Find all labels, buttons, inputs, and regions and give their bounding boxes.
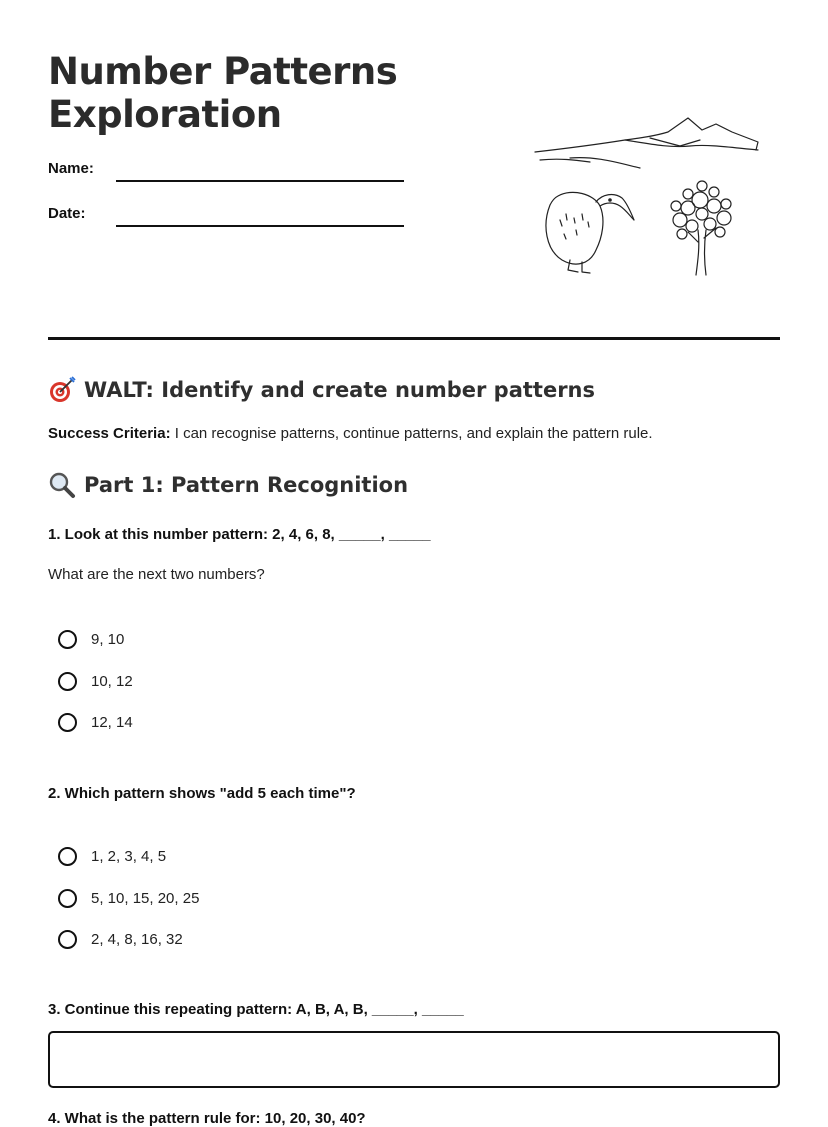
tree-icon <box>671 181 731 275</box>
part1-heading <box>48 471 408 499</box>
question-1-option-a[interactable] <box>58 630 124 649</box>
radio-button[interactable] <box>58 889 77 908</box>
question-4: 4. What is the pattern rule for: 10, 20, 30, 40? <box>48 1110 366 1127</box>
radio-button[interactable] <box>58 847 77 866</box>
criteria-label: Success Criteria: <box>48 425 171 442</box>
walt-heading-text: WALT: Identify and create number patterns <box>84 378 596 402</box>
kiwi-landscape-illustration <box>530 110 766 280</box>
question-1: 1. Look at this number pattern: 2, 4, 6, 8, _____, _____ <box>48 526 431 543</box>
radio-button[interactable] <box>58 713 77 732</box>
radio-button[interactable] <box>58 930 77 949</box>
date-label: Date: <box>48 205 86 222</box>
radio-button[interactable] <box>58 672 77 691</box>
question-2-option-b[interactable] <box>58 889 199 908</box>
option-label: 10, 12 <box>91 673 133 690</box>
option-label: 12, 14 <box>91 714 133 731</box>
criteria-text: I can recognise patterns, continue patterns, and explain the pattern rule. <box>170 425 653 442</box>
success-criteria <box>48 425 653 442</box>
title-line-2: Exploration <box>48 93 282 136</box>
option-label: 2, 4, 8, 16, 32 <box>91 931 183 948</box>
section-divider <box>48 337 780 340</box>
question-2: 2. Which pattern shows "add 5 each time"? <box>48 785 356 802</box>
kiwi-bird-icon <box>546 192 634 273</box>
option-label: 5, 10, 15, 20, 25 <box>91 890 200 907</box>
question-2-option-a[interactable] <box>58 847 166 866</box>
magnifier-icon <box>48 471 76 499</box>
name-label: Name: <box>48 160 94 177</box>
question-3-answer-input[interactable] <box>48 1031 780 1088</box>
title-line-1: Number Patterns <box>48 50 398 93</box>
date-field[interactable] <box>116 225 404 227</box>
target-icon <box>48 376 76 404</box>
part1-heading-text: Part 1: Pattern Recognition <box>84 473 409 497</box>
question-1-option-c[interactable] <box>58 713 133 732</box>
question-1-prompt: What are the next two numbers? <box>48 566 265 583</box>
option-label: 9, 10 <box>91 631 125 648</box>
worksheet-title <box>48 50 397 136</box>
walt-heading <box>48 376 595 404</box>
name-field[interactable] <box>116 180 404 182</box>
radio-button[interactable] <box>58 630 77 649</box>
question-3: 3. Continue this repeating pattern: A, B, A, B, _____, _____ <box>48 1001 464 1018</box>
question-2-option-c[interactable] <box>58 930 183 949</box>
question-1-option-b[interactable] <box>58 672 133 691</box>
option-label: 1, 2, 3, 4, 5 <box>91 848 167 865</box>
